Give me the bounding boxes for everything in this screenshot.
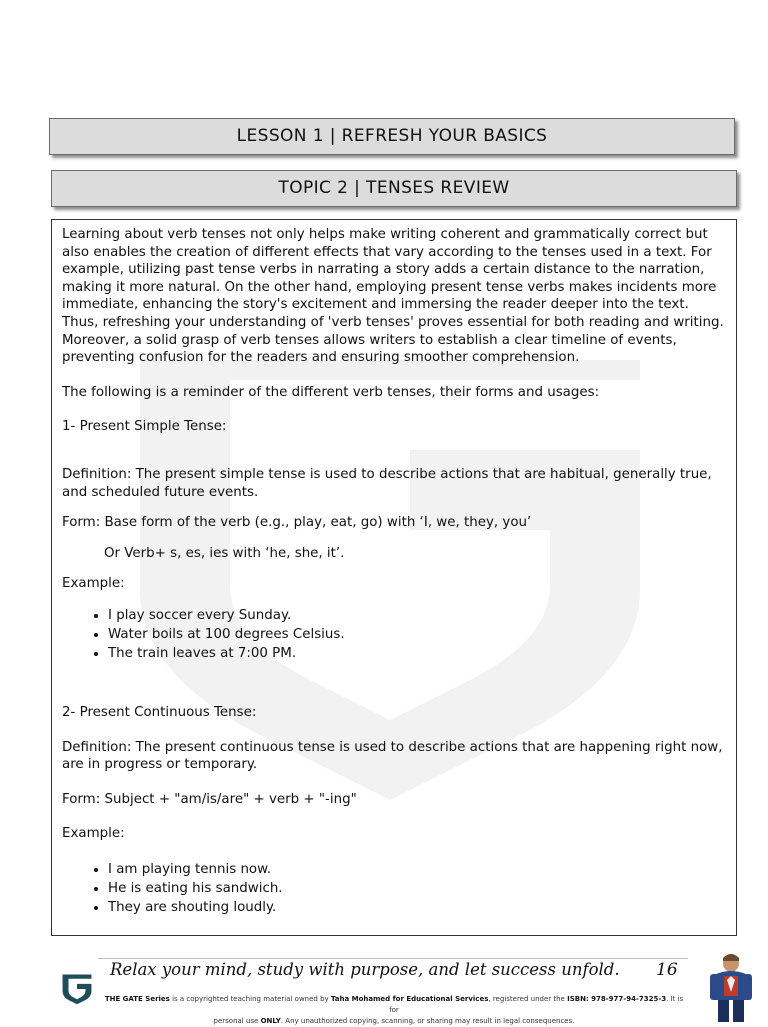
example-label: Example: [62, 576, 125, 592]
lesson-title: LESSON 1 | REFRESH YOUR BASICS [236, 126, 548, 146]
copyright-isbn: ISBN: 978-977-94-7325-3 [567, 995, 667, 1003]
list-item: • He is eating his sandwich. [108, 879, 727, 898]
example-list [62, 606, 727, 663]
copyright-text: is a copyrighted teaching material owned by [169, 995, 331, 1003]
section-form: Form: Subject + "am/is/are" + verb + "-ing" [62, 791, 357, 807]
lesson-title-banner [49, 118, 735, 155]
hero-mascot-icon [704, 952, 758, 1022]
list-item: • They are shouting loudly. [108, 898, 727, 917]
list-item: • I play soccer every Sunday. [108, 606, 727, 625]
copyright-owner: Taha Mohamed for Educational Services [330, 995, 489, 1003]
lesson-content-box [51, 219, 737, 936]
example-list [62, 860, 727, 917]
topic-title: TOPIC 2 | TENSES REVIEW [278, 178, 510, 198]
section-form-alt: Or Verb+ s, es, ies with ‘he, she, it’. [104, 545, 345, 561]
section-heading: 2- Present Continuous Tense: [62, 704, 257, 720]
footer-divider [98, 958, 688, 959]
copyright-text: , registered under the [488, 995, 568, 1003]
topic-title-banner [51, 170, 737, 207]
section-form: Form: Base form of the verb (e.g., play, eat, go) with ‘I, we, they, you’ [62, 515, 532, 531]
example-label: Example: [62, 826, 125, 842]
gate-logo-icon [60, 972, 94, 1006]
copyright-only: ONLY [260, 1017, 281, 1025]
section-definition: Definition: The present continuous tense is used to describe actions that are happening right now, are in progress or temporary. [62, 739, 723, 773]
list-item: • I am playing tennis now. [108, 860, 727, 879]
list-item: • The train leaves at 7:00 PM. [108, 644, 727, 663]
copyright-notice [104, 994, 684, 1027]
section-definition: Definition: The present simple tense is used to describe actions that are habitual, generally true, and scheduled future events. [62, 466, 712, 500]
copyright-text: . It is for [389, 995, 684, 1014]
section-heading: 1- Present Simple Tense: [62, 419, 227, 435]
copyright-series: THE GATE Series [104, 995, 170, 1003]
reminder-text: The following is a reminder of the different verb tenses, their forms and usages: [62, 384, 600, 400]
list-item: • Water boils at 100 degrees Celsius. [108, 625, 727, 644]
footer-slogan: Relax your mind, study with purpose, and let success unfold. [110, 960, 620, 979]
intro-paragraph: Learning about verb tenses not only helps make writing coherent and grammatically correct but also enables the creation of different effects that vary according to the tenses used in a text. For example, utilizing past tense verbs in narrating a story adds a certain distance to the narration, making it more natural. On the other hand, employing present tense verbs makes incidents more immediate, enhancing the story's excitement and immersing the reader deeper into the text. Thus, refreshing your understanding of 'verb tenses' proves essential for both reading and writing. Moreover, a solid grasp of verb tenses allows writers to establish a clear timeline of events, preventing confusion for the readers and ensuring smoother comprehension. [62, 227, 724, 366]
page-number: 16 [656, 960, 678, 980]
copyright-text: personal use [213, 1017, 261, 1025]
copyright-text: . Any unauthorized copying, scanning, or sharing may result in legal consequences. [280, 1017, 575, 1025]
